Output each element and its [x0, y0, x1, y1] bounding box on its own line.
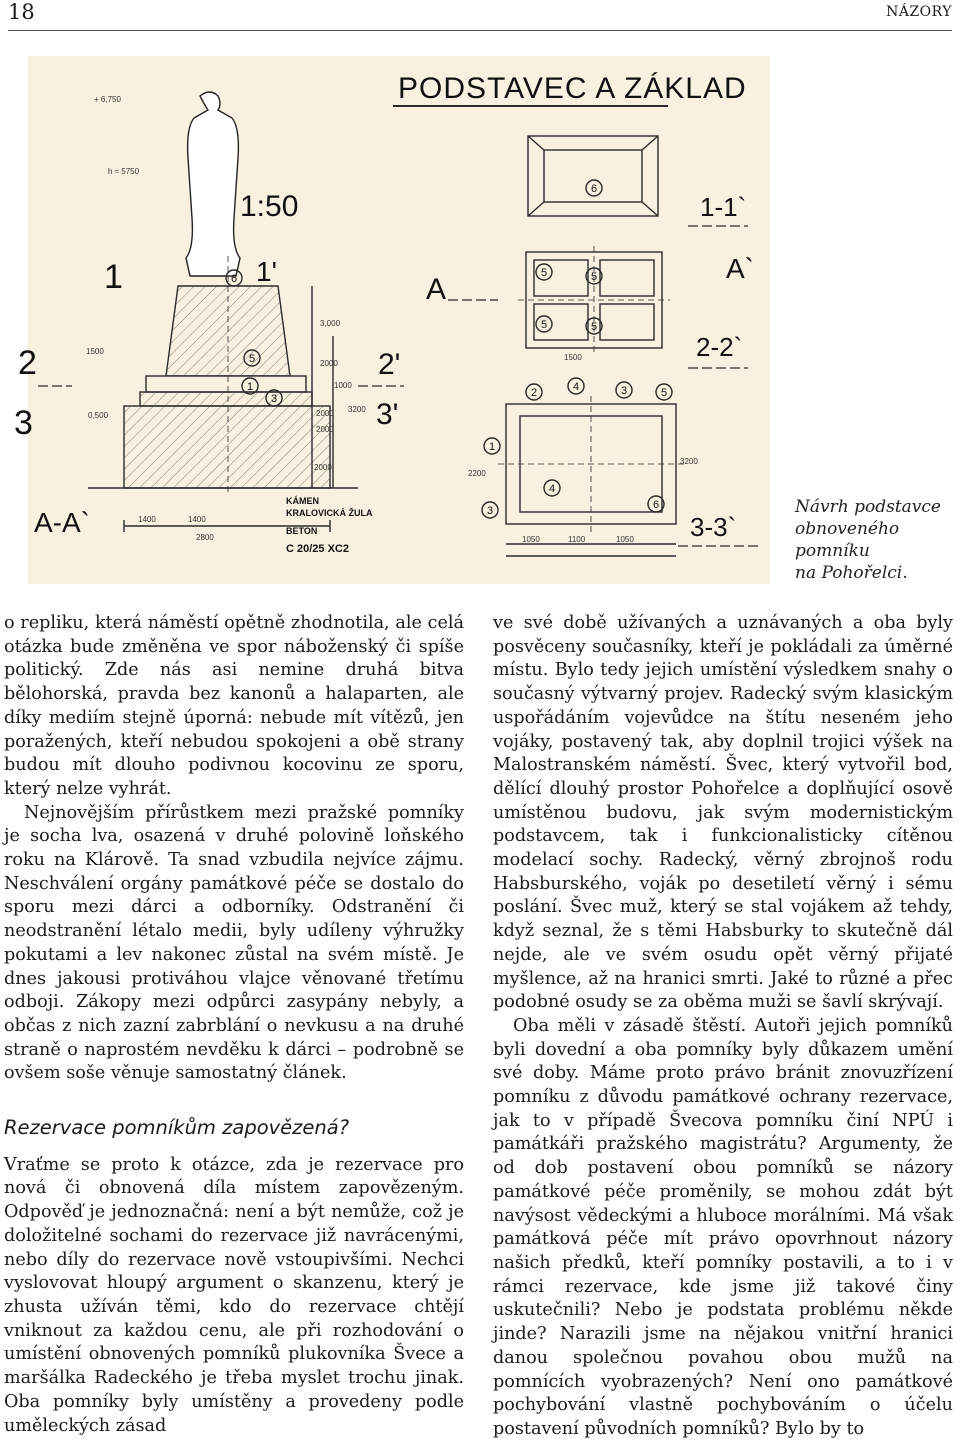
dim-19: 1050 [616, 535, 634, 544]
svg-text:5: 5 [540, 319, 548, 331]
dim-16: 3200 [680, 457, 698, 466]
dim-12: 1400 [138, 515, 156, 524]
section-label-3: 3 [14, 404, 33, 442]
dim-18: 1100 [568, 535, 586, 544]
plan-3-3 [498, 396, 684, 556]
svg-text:4: 4 [572, 381, 580, 393]
svg-text:3: 3 [270, 393, 278, 405]
caption-line: pomníku [795, 541, 870, 561]
svg-text:5: 5 [590, 271, 598, 283]
svg-text:1: 1 [246, 381, 254, 393]
material-class: C 20/25 XC2 [286, 543, 349, 555]
section-label-1p: 1' [256, 256, 277, 287]
section-label-11: 1-1` [700, 192, 747, 222]
plan-1-1 [528, 136, 658, 216]
dim-1: + 6,750 [94, 95, 121, 104]
paragraph: Vraťme se proto k otázce, zda je rezervace pro nová či obnovená díla místem zapovězeným. Odpověď je jednoznačná: není a být nemůže, což je doložitelné sochami do rezervace již navrácenými, nebo díly do rezervace nově vstoupivšími. Nechci vyslovovat hloupý argument o skanzenu, který je zhusta užíván těmi, kdo do rezervace chtějí vniknout za každou cenu, ale při rozhodování o umístění obnovených pomníků plukovníka Švece a maršálka Radeckého je třeba myslet trochu jinak. Oba pomníky byly umístěny a provedeny podle uměleckých zásad [4, 1154, 464, 1436]
svg-text:5: 5 [248, 353, 256, 365]
dim-3: 3,000 [320, 319, 341, 328]
right-column [493, 612, 953, 1442]
dim-14: 2800 [196, 533, 214, 542]
dim-9: 0,500 [88, 411, 109, 420]
svg-text:1: 1 [488, 441, 496, 453]
dim-2: h ≈ 5750 [108, 167, 140, 176]
dim-7: 1000 [334, 381, 352, 390]
svg-text:4: 4 [548, 483, 556, 495]
section-title: NÁZORY [886, 4, 952, 20]
technical-drawing [14, 56, 770, 584]
dim-10: 1500 [86, 347, 104, 356]
material-concrete: BETON [286, 526, 318, 536]
left-column [4, 612, 464, 1438]
dim-20: 1500 [564, 353, 582, 362]
section-label-2p: 2' [378, 348, 401, 381]
header-rule [8, 30, 952, 31]
paragraph: Nejnovějším přírůstkem mezi pražské pomníky je socha lva, osazená v druhé polovině loňského roku na Klárově. Ta snad vzbudila nejvíce zájmu. Neschválení orgány památkové péče se dostalo do sporu mezi dárci a odborníky. Odstranění či neodstranění létalo medii, byly udíleny výhružky pokutami a lev nakonec zůstal na svém místě. Je dnes jakousi protiváhou vlajce věnované třetímu odboji. Zákopy mezi odpůrci zasypány nebyly, a občas z nich zazní zabrblání o nevkusu a na druhé straně o naprostém nevděku k dárci – podrobně se ovšem soše věnuje samostatný článek. [4, 802, 464, 1084]
caption-line: na Pohořelci. [795, 563, 908, 583]
material-granite: KRALOVICKÁ ŽULA [286, 508, 373, 518]
dim-17: 1050 [522, 535, 540, 544]
plan-2-2 [518, 246, 670, 356]
page-header [8, 0, 952, 30]
page-number: 18 [8, 0, 35, 24]
dim-5: 2000 [316, 409, 334, 418]
svg-text:6: 6 [230, 273, 238, 285]
subheading: Rezervace pomníkům zapovězená? [4, 1116, 350, 1140]
section-label-1: 1 [104, 258, 123, 296]
svg-text:6: 6 [652, 499, 660, 511]
section-label-22: 2-2` [696, 332, 743, 362]
dim-8: 2000 [314, 463, 332, 472]
svg-text:3: 3 [486, 505, 494, 517]
material-stone: KÁMEN [286, 496, 319, 506]
pedestal-section [88, 256, 358, 532]
dim-4: 2000 [320, 359, 338, 368]
svg-text:5: 5 [590, 321, 598, 333]
section-label-2: 2 [18, 344, 37, 382]
dim-13: 1400 [188, 515, 206, 524]
svg-text:6: 6 [590, 183, 598, 195]
paragraph: Oba měli v zásadě štěstí. Autoři jejich pomníků byli dovední a oba pomníky byly důkazem umění své doby. Máme proto právo bránit znovuzřízení pomníku z důvodu památkové ochrany rezervace, jak to v případě Švecova pomníku činí NPÚ i památkáři pražského magistrátu? Argumenty, že od dob postavení obou pomníků se názory památkové péče proměnily, se mohou zdát být navýsost vědeckými a hluboce morálními. Má však památková péče mít právo opovrhnout názory našich předků, kteří pomníky postavili, a to i v rámci rezervace, kde jsme již takové činy uskutečnili? Nebo je podstata problému někde jinde? Narazili jsme na nějakou vnitřní hranici danou společnou povahou obou mužů na pomnících vyobrazených? Není ono památkové pochybování vlastně pochybováním o účelu postavení původních pomníků? Bylo by to [493, 1015, 953, 1439]
paragraph: o repliku, která náměstí opětně zhodnotila, ale celá otázka bude změněna ve spor náboženský či spíše politický. Zde nás asi nemine druhá bitva bělohorská, pravda bez kanonů a halaparten, ale díky mediím stejně úporná: nebude mít vítězů, jen poražených, kteří nebudou spokojeni a obě strany budou mít dlouho podivnou kocovinu ze sporu, který nelze vyhrát. [4, 613, 464, 799]
section-label-aa: A-A` [34, 507, 90, 538]
drawing-title: PODSTAVEC A ZÁKLAD [398, 72, 747, 105]
dim-6: 2000 [316, 425, 334, 434]
svg-text:5: 5 [660, 387, 668, 399]
section-label-ap: A` [726, 253, 754, 284]
svg-text:2: 2 [530, 387, 538, 399]
caption-line: Návrh podstavce [795, 497, 941, 517]
section-label-33: 3-3` [690, 512, 737, 542]
paragraph: ve své době užívaných a uznávaných a oba byly posvěceny současníky, kteří je pokládali za úměrné místu. Bylo tedy jejich umístění výsledkem snahy o současný výtvarný projev. Radecký svým klasickým uspořádáním vojevůdce na štítu neseném jeho vojáky, postavený tak, aby doplnil trojici výšek na Malostranském náměstí. Švec, který vytvořil bod, dělící dlouhý prostor Pohořelce a doplňující osově umístěnou budovu, jak svým modernistickým podstavcem, tak i funkcionalisticky cítěnou modelací sochy. Radecký, věrný zbrojnoš rodu Habsburského, voják po desetiletí věrný i sému poslání. Švec muž, který se stal vojákem až tehdy, když seznal, že s těmi Habsburky to skutečně dál nejde, ale ve svém osudu opět věrný přijaté myšlence, až na hranici smrti. Jaké to různé a přec podobné osudy se za oběma muži se šavlí skrývají. [493, 613, 953, 1013]
drawing-scale: 1:50 [240, 190, 299, 223]
svg-text:3: 3 [620, 385, 628, 397]
section-label-a: A [426, 273, 447, 306]
section-label-3p: 3' [376, 398, 399, 431]
caption-line: obnoveného [795, 519, 900, 539]
dim-11: 3200 [348, 405, 366, 414]
dim-15: 2200 [468, 469, 486, 478]
svg-text:5: 5 [540, 267, 548, 279]
statue-silhouette [186, 92, 240, 276]
figure-caption [795, 496, 955, 584]
